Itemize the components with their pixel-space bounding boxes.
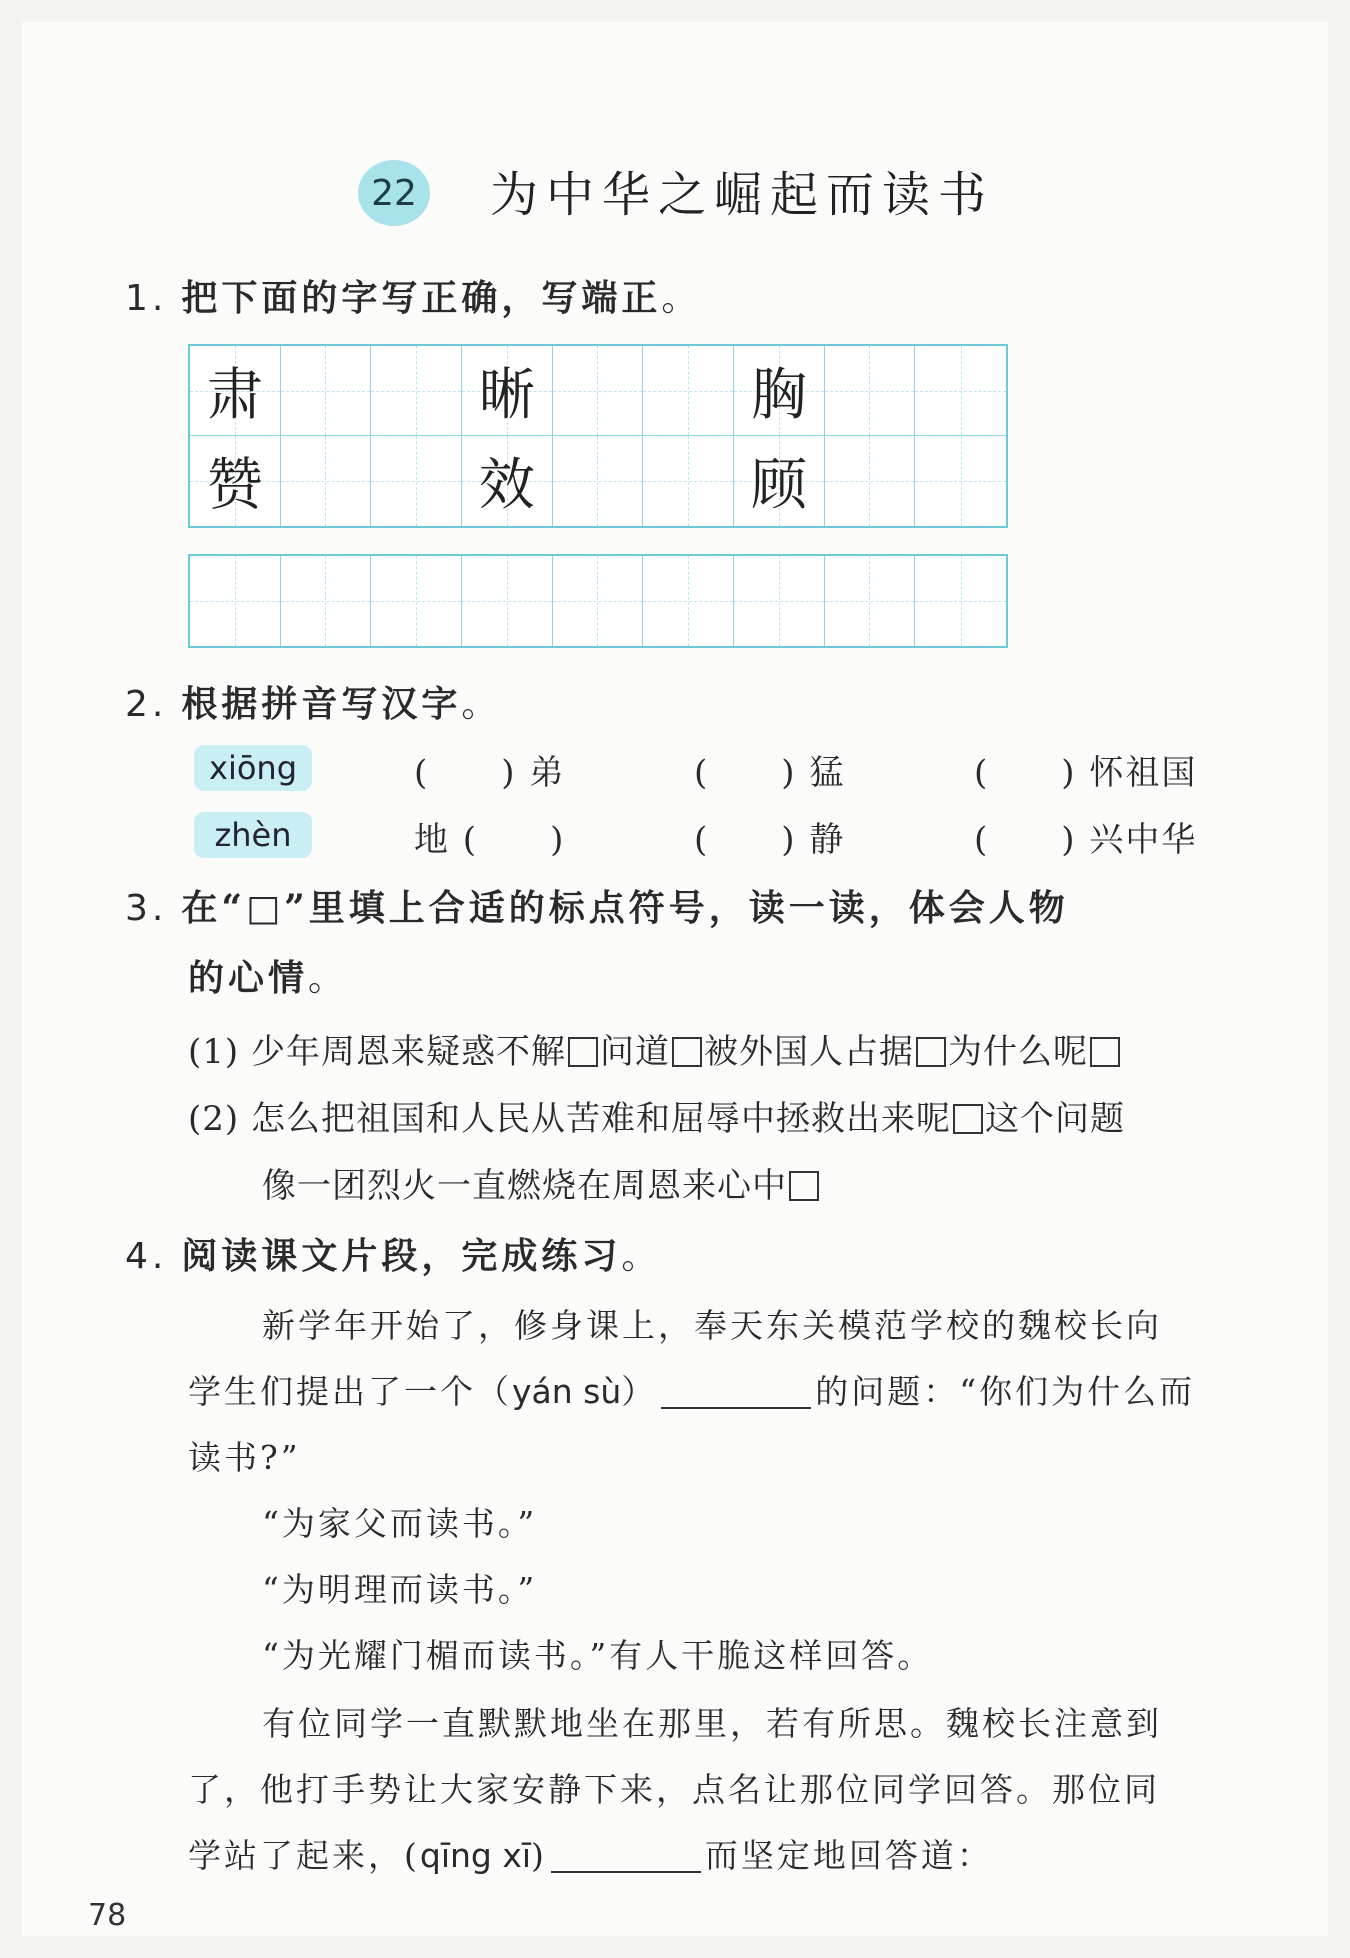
punctuation-box[interactable] xyxy=(568,1037,598,1067)
blank-zhen-2[interactable]: ( ) 静 xyxy=(694,820,846,860)
grid-cell[interactable] xyxy=(281,346,372,436)
grid-cell[interactable] xyxy=(553,346,644,436)
grid-cell[interactable]: 效 xyxy=(462,436,553,526)
practice-cell[interactable] xyxy=(462,556,553,646)
practice-cell[interactable] xyxy=(825,556,916,646)
character-writing-grid xyxy=(188,344,1008,528)
blank-zhen-1[interactable]: 地 ( ) xyxy=(414,820,566,860)
question-3-sentence-2-cont xyxy=(262,1158,821,1207)
question-1-number: 1. xyxy=(125,278,168,319)
sentence-2-part: 怎么把祖国和人民从苦难和屈辱中拯救出来呢 xyxy=(250,1099,951,1139)
question-4-stop: 。 xyxy=(621,1236,662,1277)
passage-text: 的问题：“你们为什么而 xyxy=(815,1372,1196,1411)
passage-text: 学站了起来，( xyxy=(188,1836,420,1875)
answer-blank-qing-xi[interactable] xyxy=(551,1841,701,1873)
practice-cell[interactable] xyxy=(371,556,462,646)
passage-line: 读书?” xyxy=(188,1438,301,1477)
lesson-number: 22 xyxy=(371,172,417,214)
practice-writing-grid xyxy=(188,554,1008,648)
grid-cell[interactable]: 赞 xyxy=(190,436,281,526)
answer-blank-yan-su[interactable] xyxy=(661,1377,811,1409)
pinyin-qing-xi: qīng xī xyxy=(419,1836,532,1875)
grid-cell[interactable] xyxy=(825,436,916,526)
punctuation-box[interactable] xyxy=(953,1104,983,1134)
sentence-2-part: 这个问题 xyxy=(984,1099,1125,1139)
sentence-2-line2: 像一团烈火一直燃烧在周恩来心中 xyxy=(262,1166,787,1206)
grid-cell[interactable] xyxy=(643,346,734,436)
question-2-text: 根据拼音写汉字 xyxy=(181,683,462,725)
quote-line: “为明理而读书。” xyxy=(262,1570,538,1609)
practice-cell[interactable] xyxy=(915,556,1006,646)
grid-cell[interactable]: 晰 xyxy=(462,346,553,436)
question-1-text: 把下面的字写正确，写端正 xyxy=(181,277,662,319)
question-3-line2: 的心情 xyxy=(188,957,309,999)
question-1 xyxy=(125,270,701,321)
practice-cell[interactable] xyxy=(281,556,372,646)
question-3-stop: 。 xyxy=(308,958,349,999)
question-3 xyxy=(125,880,1069,931)
sentence-2-label: (2) xyxy=(188,1099,240,1139)
question-1-stop: 。 xyxy=(661,278,702,319)
grid-cell[interactable]: 顾 xyxy=(734,436,825,526)
question-2 xyxy=(125,676,501,727)
sentence-1-part: 为什么呢 xyxy=(947,1032,1088,1072)
sentence-1-label: (1) xyxy=(188,1032,240,1072)
pinyin-yan-su: yán sù xyxy=(512,1372,622,1411)
question-3-sentence-2 xyxy=(188,1091,1125,1140)
punctuation-box[interactable] xyxy=(916,1037,946,1067)
question-4 xyxy=(125,1228,661,1279)
question-2-number: 2. xyxy=(125,684,168,725)
grid-cell[interactable] xyxy=(281,436,372,526)
punctuation-box[interactable] xyxy=(1090,1037,1120,1067)
blank-xiong-3[interactable]: ( ) 怀祖国 xyxy=(974,753,1198,793)
passage-text: 学生们提出了一个（ xyxy=(188,1372,512,1411)
question-4-number: 4. xyxy=(125,1236,168,1277)
pinyin-xiong: xiōng xyxy=(194,745,312,791)
quote-line: “为家父而读书。” xyxy=(262,1504,538,1543)
lesson-number-badge xyxy=(358,160,430,226)
blank-zhen-3[interactable]: ( ) 兴中华 xyxy=(974,820,1198,860)
punctuation-box[interactable] xyxy=(789,1171,819,1201)
passage-line: 了，他打手势让大家安静下来，点名让那位同学回答。那位同 xyxy=(188,1770,1160,1809)
question-4-text: 阅读课文片段，完成练习 xyxy=(181,1235,622,1277)
grid-cell[interactable] xyxy=(915,436,1006,526)
passage-line: 新学年开始了，修身课上，奉天东关模范学校的魏校长向 xyxy=(262,1306,1162,1345)
grid-cell[interactable]: 胸 xyxy=(734,346,825,436)
sentence-1-part: 被外国人占据 xyxy=(703,1032,914,1072)
sentence-1-part: 少年周恩来疑惑不解 xyxy=(250,1032,566,1072)
sentence-1-part: 问道 xyxy=(599,1032,670,1072)
pinyin-zhen: zhèn xyxy=(194,812,312,858)
passage-line xyxy=(188,1366,1195,1413)
punctuation-box[interactable] xyxy=(672,1037,702,1067)
grid-cell[interactable] xyxy=(371,436,462,526)
passage-text: 而坚定地回答道： xyxy=(704,1836,993,1875)
question-3-sentence-1 xyxy=(188,1024,1122,1073)
passage-text: ) xyxy=(531,1836,547,1875)
passage-line: 有位同学一直默默地坐在那里，若有所思。魏校长注意到 xyxy=(262,1704,1162,1743)
practice-cell[interactable] xyxy=(190,556,281,646)
question-3-line-2 xyxy=(188,950,348,1001)
grid-cell[interactable] xyxy=(371,346,462,436)
passage-line xyxy=(188,1830,993,1877)
passage-text: ） xyxy=(621,1372,658,1411)
grid-cell[interactable] xyxy=(553,436,644,526)
practice-cell[interactable] xyxy=(553,556,644,646)
question-3-number: 3. xyxy=(125,888,168,929)
grid-cell[interactable]: 肃 xyxy=(190,346,281,436)
blank-xiong-1[interactable]: ( ) 弟 xyxy=(414,753,566,793)
grid-cell[interactable] xyxy=(825,346,916,436)
question-2-stop: 。 xyxy=(461,684,502,725)
grid-cell[interactable] xyxy=(643,436,734,526)
question-3-line1: 在“□”里填上合适的标点符号，读一读，体会人物 xyxy=(181,887,1069,929)
practice-cell[interactable] xyxy=(734,556,825,646)
blank-xiong-2[interactable]: ( ) 猛 xyxy=(694,753,846,793)
grid-cell[interactable] xyxy=(915,346,1006,436)
lesson-title: 为中华之崛起而读书 xyxy=(490,167,995,223)
page-number: 78 xyxy=(88,1898,127,1933)
practice-cell[interactable] xyxy=(643,556,734,646)
quote-line: “为光耀门楣而读书。”有人干脆这样回答。 xyxy=(262,1636,934,1675)
